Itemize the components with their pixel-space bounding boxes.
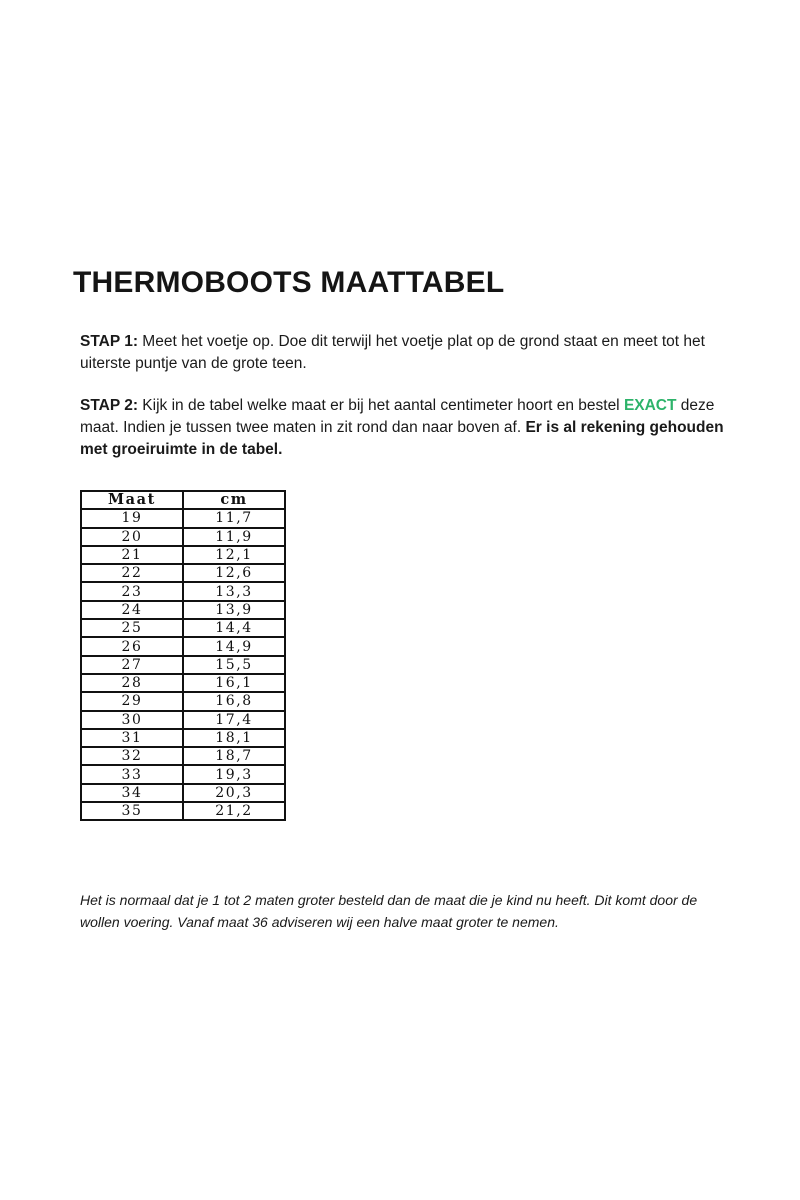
maat-cell: 31 xyxy=(81,729,183,747)
table-row xyxy=(81,711,285,729)
header-cm: cm xyxy=(183,491,285,509)
step-2-text-before: Kijk in de tabel welke maat er bij het aantal centimeter hoort en bestel xyxy=(138,397,624,414)
table-row xyxy=(81,601,285,619)
maat-cell: 25 xyxy=(81,619,183,637)
table-row xyxy=(81,765,285,783)
maat-cell: 22 xyxy=(81,564,183,582)
cm-cell: 19,3 xyxy=(183,765,285,783)
table-row xyxy=(81,509,285,527)
cm-cell: 11,7 xyxy=(183,509,285,527)
growth-room-note: Er is al rekening gehouden met groeiruimte in de tabel. xyxy=(80,419,724,458)
maat-cell: 21 xyxy=(81,546,183,564)
table-row xyxy=(81,729,285,747)
cm-cell: 15,5 xyxy=(183,656,285,674)
maat-cell: 30 xyxy=(81,711,183,729)
step-2-text-after: deze maat. Indien je tussen twee maten in zit rond dan naar boven af. xyxy=(80,397,715,436)
maat-cell: 27 xyxy=(81,656,183,674)
table-row xyxy=(81,546,285,564)
table-row xyxy=(81,802,285,820)
maat-cell: 28 xyxy=(81,674,183,692)
step-2-label: STAP 2: xyxy=(80,397,138,414)
cm-cell: 18,1 xyxy=(183,729,285,747)
cm-cell: 11,9 xyxy=(183,528,285,546)
maat-cell: 24 xyxy=(81,601,183,619)
header-maat: Maat xyxy=(81,491,183,509)
table-row xyxy=(81,619,285,637)
step-2-paragraph xyxy=(80,395,730,461)
cm-cell: 16,8 xyxy=(183,692,285,710)
cm-cell: 17,4 xyxy=(183,711,285,729)
maat-cell: 23 xyxy=(81,582,183,600)
cm-cell: 20,3 xyxy=(183,784,285,802)
table-row xyxy=(81,582,285,600)
size-table xyxy=(80,490,286,821)
cm-cell: 14,9 xyxy=(183,637,285,655)
maat-cell: 33 xyxy=(81,765,183,783)
table-row xyxy=(81,784,285,802)
table-header-row xyxy=(81,491,285,509)
maat-cell: 26 xyxy=(81,637,183,655)
cm-cell: 13,3 xyxy=(183,582,285,600)
table-row xyxy=(81,674,285,692)
step-1-paragraph xyxy=(80,331,730,375)
maat-cell: 20 xyxy=(81,528,183,546)
maat-cell: 19 xyxy=(81,509,183,527)
table-row xyxy=(81,528,285,546)
page-title: THERMOBOOTS MAATTABEL xyxy=(73,266,505,299)
exact-highlight: EXACT xyxy=(623,397,677,414)
cm-cell: 12,6 xyxy=(183,564,285,582)
maat-cell: 29 xyxy=(81,692,183,710)
size-table-body xyxy=(81,509,285,820)
maat-cell: 35 xyxy=(81,802,183,820)
table-row xyxy=(81,656,285,674)
cm-cell: 18,7 xyxy=(183,747,285,765)
cm-cell: 13,9 xyxy=(183,601,285,619)
cm-cell: 16,1 xyxy=(183,674,285,692)
table-row xyxy=(81,692,285,710)
footnote: Het is normaal dat je 1 tot 2 maten groter besteld dan de maat die je kind nu heeft. Dit komt door de wollen voering. Vanaf maat 36 adviseren wij een halve maat groter te nemen. xyxy=(80,892,698,930)
cm-cell: 14,4 xyxy=(183,619,285,637)
cm-cell: 21,2 xyxy=(183,802,285,820)
step-1-text: Meet het voetje op. Doe dit terwijl het voetje plat op de grond staat en meet tot het uiterste puntje van de grote teen. xyxy=(80,333,705,372)
table-row xyxy=(81,747,285,765)
table-row xyxy=(81,637,285,655)
maat-cell: 34 xyxy=(81,784,183,802)
step-1-label: STAP 1: xyxy=(80,333,138,350)
table-row xyxy=(81,564,285,582)
maat-cell: 32 xyxy=(81,747,183,765)
cm-cell: 12,1 xyxy=(183,546,285,564)
